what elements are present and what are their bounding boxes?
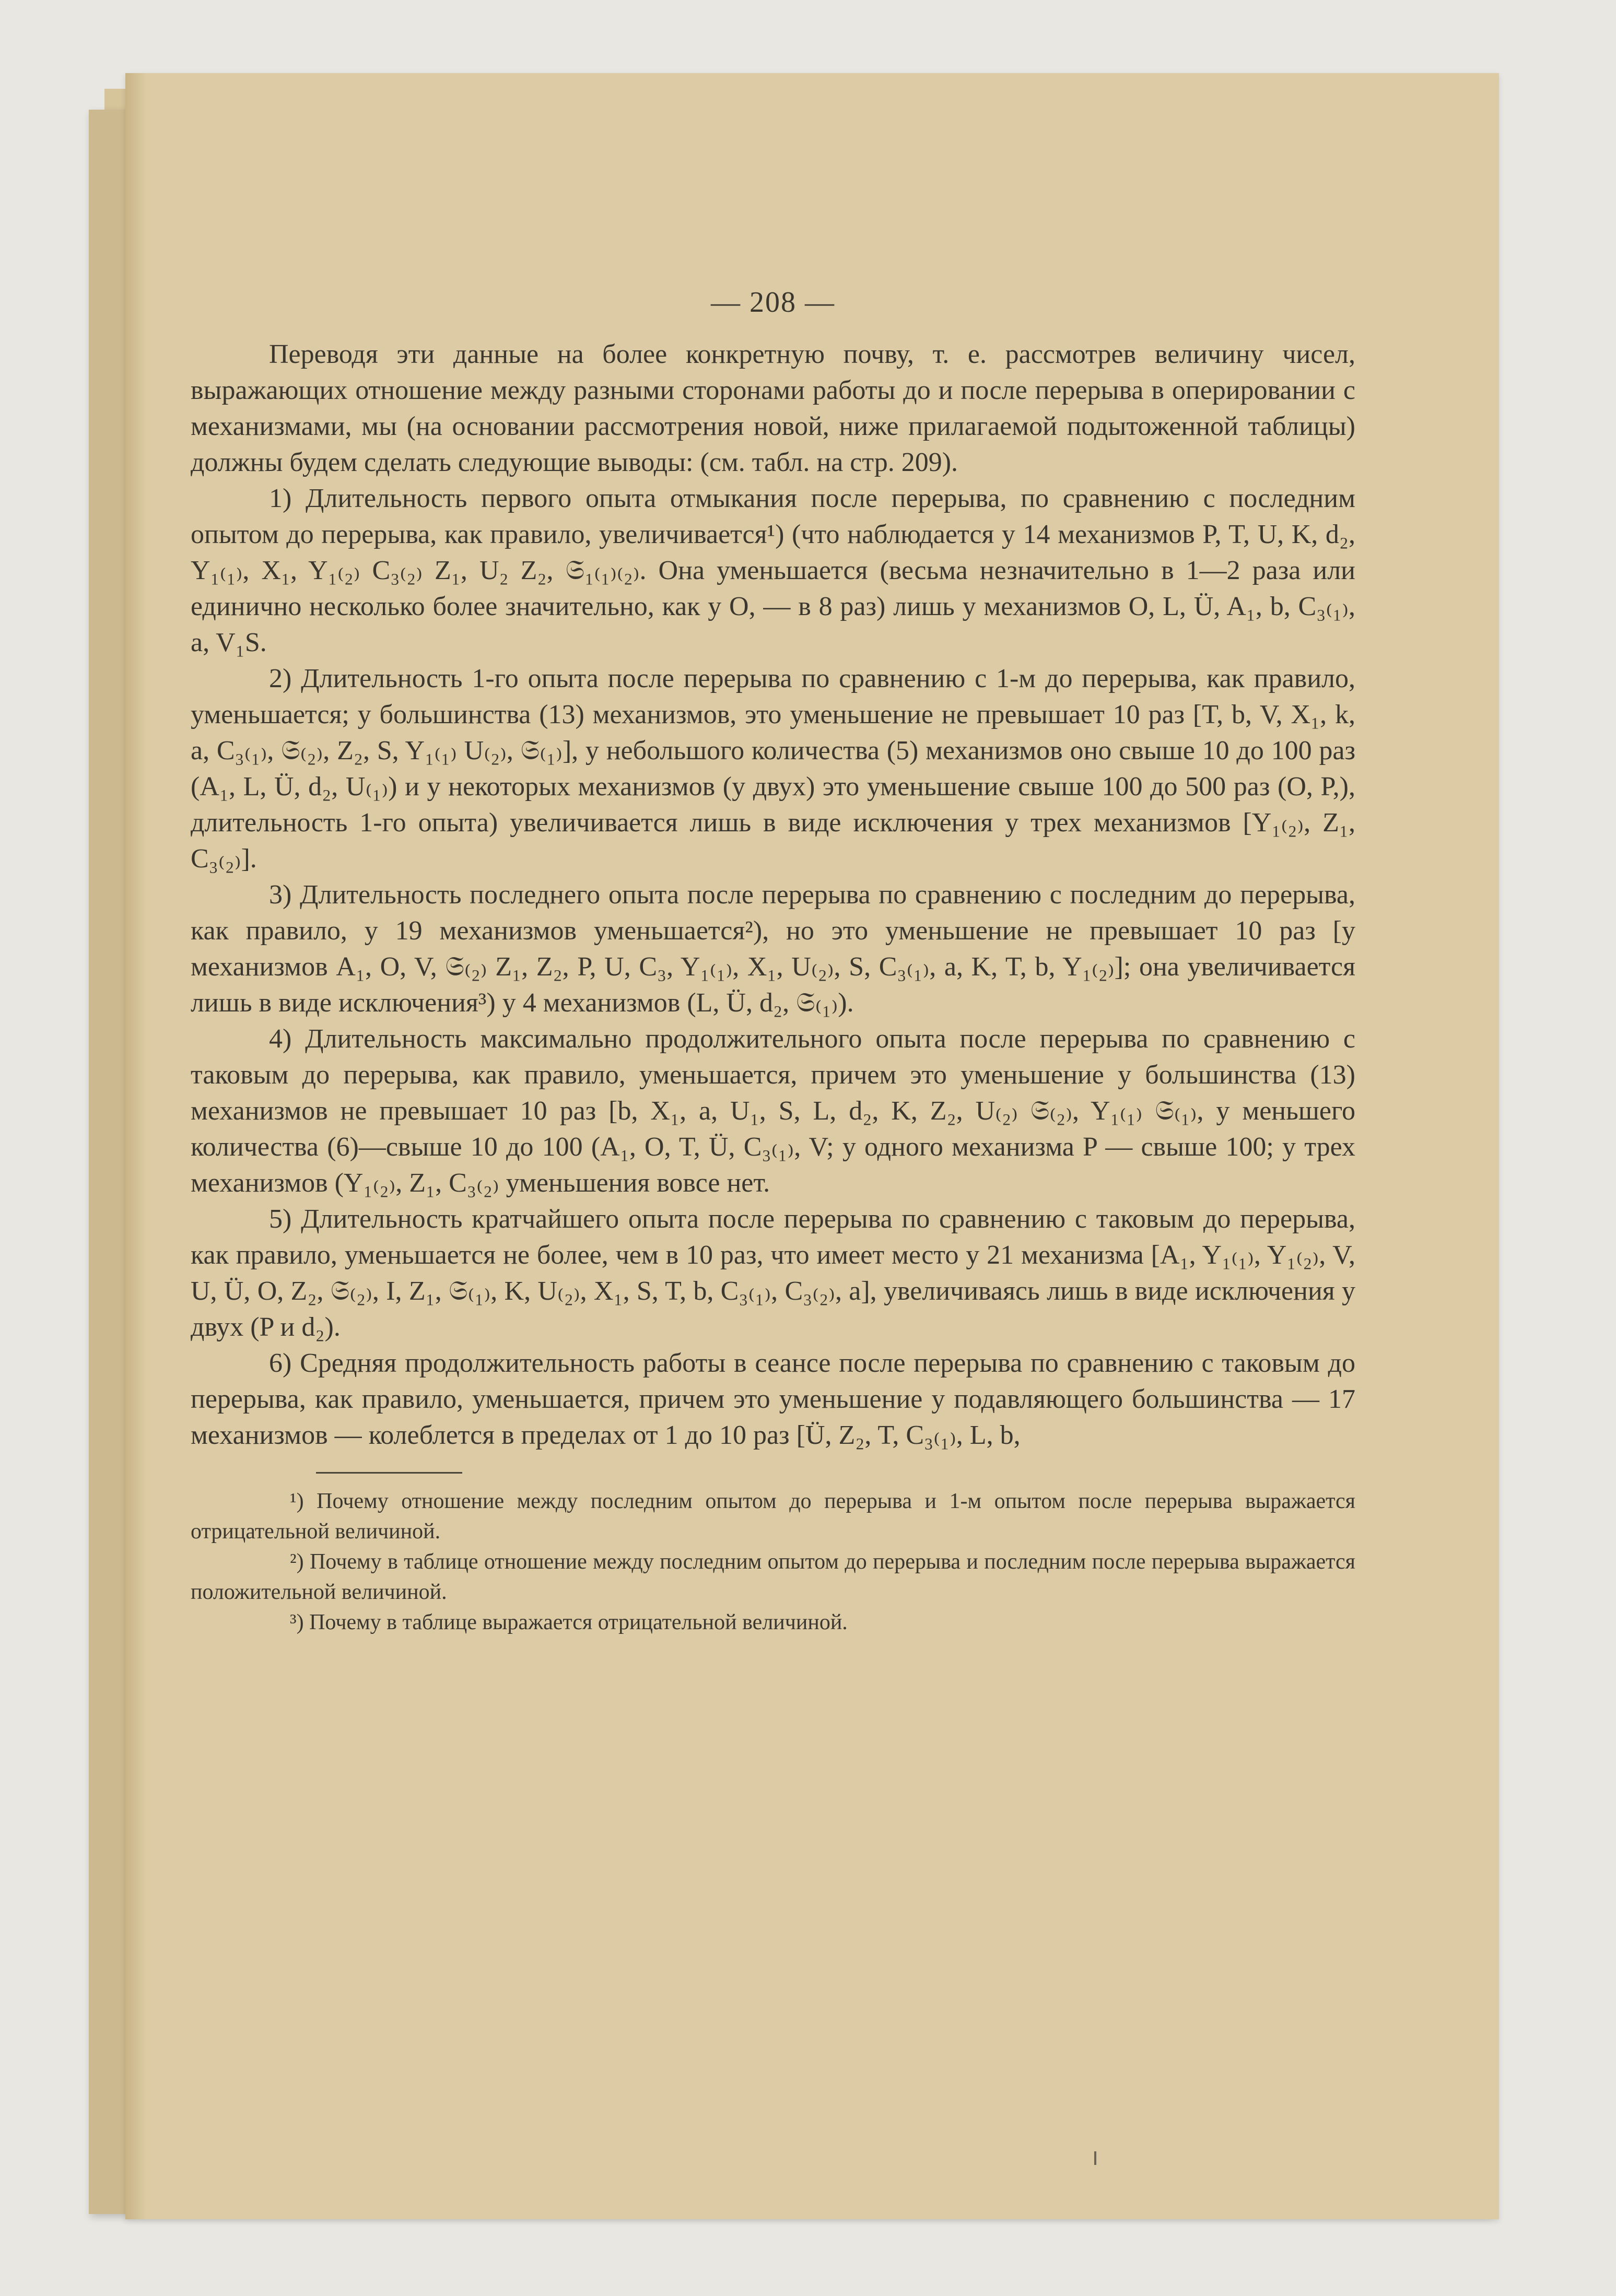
paragraph-conclusion-1: 1) Длительность первого опыта отмыкания после перерыва, по сравнению с последним опытом до перерыва, как правило, увеличивается¹) (что наблюдается у 14 механизмов P, T, U, K, d₂, Y₁₍₁₎, X₁, Y₁₍₂₎ C₃₍₂₎ Z₁, U₂ Z₂, 𝔖₁₍₁₎₍₂₎. Она уменьшается (весьма незначительно в 1—2 раза или единично несколько более значительно, как у O, — в 8 раз) лишь у механизмов O, L, Ü, A₁, b, C₃₍₁₎, a, V₁S. (191, 484, 1355, 657)
sheet-edge (125, 73, 146, 2219)
paragraph-intro: Переводя эти данные на более конкретную почву, т. е. рассмотрев величину чисел, выражающих отношение между разными сторонами работы до и после перерыва в оперировании с механизмами, мы (на основании рассмотрения новой, ниже прилагаемой подытоженной таблицы) должны будем сделать следующие выводы: (см. табл. на стр. 209). (191, 339, 1355, 477)
footnote-1: ¹) Почему отношение между последним опытом до перерыва и 1-м опытом после перерыва выражается отрицательной величиной. (191, 1489, 1355, 1544)
footnote-divider (316, 1472, 462, 1474)
page-number: — 208 — (711, 286, 835, 319)
footnotes (191, 1486, 1355, 1638)
paragraph-conclusion-3: 3) Длительность последнего опыта после перерыва по сравнению с последним до перерыва, как правило, у 19 механизмов уменьшается²), но это уменьшение не превышает 10 раз [у механизмов A₁, O, V, 𝔖₍₂₎ Z₁, Z₂, P, U, C₃, Y₁₍₁₎, X₁, U₍₂₎, S, C₃₍₁₎, a, K, T, b, Y₁₍₂₎]; она увеличивается лишь в виде исключения³) у 4 механизмов (L, Ü, d₂, 𝔖₍₁₎). (191, 880, 1356, 1018)
footnote-2: ²) Почему в таблице отношение между последним опытом до перерыва и последним после перерыва выражается положительной величиной. (191, 1550, 1355, 1604)
paragraph-conclusion-5: 5) Длительность кратчайшего опыта после перерыва по сравнению с таковым до перерыва, как правило, уменьшается не более, чем в 10 раз, что имеет место у 21 механизма [A₁, Y₁₍₁₎, Y₁₍₂₎, V, U, Ü, O, Z₂, 𝔖₍₂₎, I, Z₁, 𝔖₍₁₎, K, U₍₂₎, X₁, S, T, b, C₃₍₁₎, C₃₍₂₎, a], увеличиваясь лишь в виде исключения у двух (P и d₂). (191, 1204, 1355, 1342)
paragraph-conclusion-6: 6) Средняя продолжительность работы в сеансе после перерыва по сравнению с таковым до перерыва, как правило, уменьшается, причем это уменьшение у подавляющего большинства — 17 механизмов — колеблется в пределах от 1 до 10 раз [Ü, Z₂, T, C₃₍₁₎, L, b, (191, 1348, 1355, 1450)
paragraph-conclusion-2: 2) Длительность 1-го опыта после перерыва по сравнению с 1-м до перерыва, как правило, уменьшается; у большинства (13) механизмов, это уменьшение не превышает 10 раз [T, b, V, X₁, k, a, C₃₍₁₎, 𝔖₍₂₎, Z₂, S, Y₁₍₁₎ U₍₂₎, 𝔖₍₁₎], у небольшого количества (5) механизмов оно свыше 10 до 100 раз (A₁, L, Ü, d₂, U₍₁₎) и у некоторых механизмов (у двух) это уменьшение свыше 100 до 500 раз (O, P,), длительность 1-го опыта) увеличивается лишь в виде исключения у трех механизмов [Y₁₍₂₎, Z₁, C₃₍₂₎]. (191, 664, 1355, 874)
print-mark (1094, 2151, 1096, 2165)
footnote-3: ³) Почему в таблице выражается отрицательной величиной. (290, 1610, 848, 1634)
paragraph-conclusion-4: 4) Длительность максимально продолжительного опыта после перерыва по сравнению с таковым до перерыва, как правило, уменьшается, причем это уменьшение у большинства (13) механизмов не превышает 10 раз [b, X₁, a, U₁, S, L, d₂, K, Z₂, U₍₂₎ 𝔖₍₂₎, Y₁₍₁₎ 𝔖₍₁₎, у меньшего количества (6)—свыше 10 до 100 (A₁, O, T, Ü, C₃₍₁₎, V; у одного механизма P — свыше 100; у трех механизмов (Y₁₍₂₎, Z₁, C₃₍₂₎ уменьшения вовсе нет. (191, 1024, 1355, 1198)
page-content (191, 285, 1355, 1638)
